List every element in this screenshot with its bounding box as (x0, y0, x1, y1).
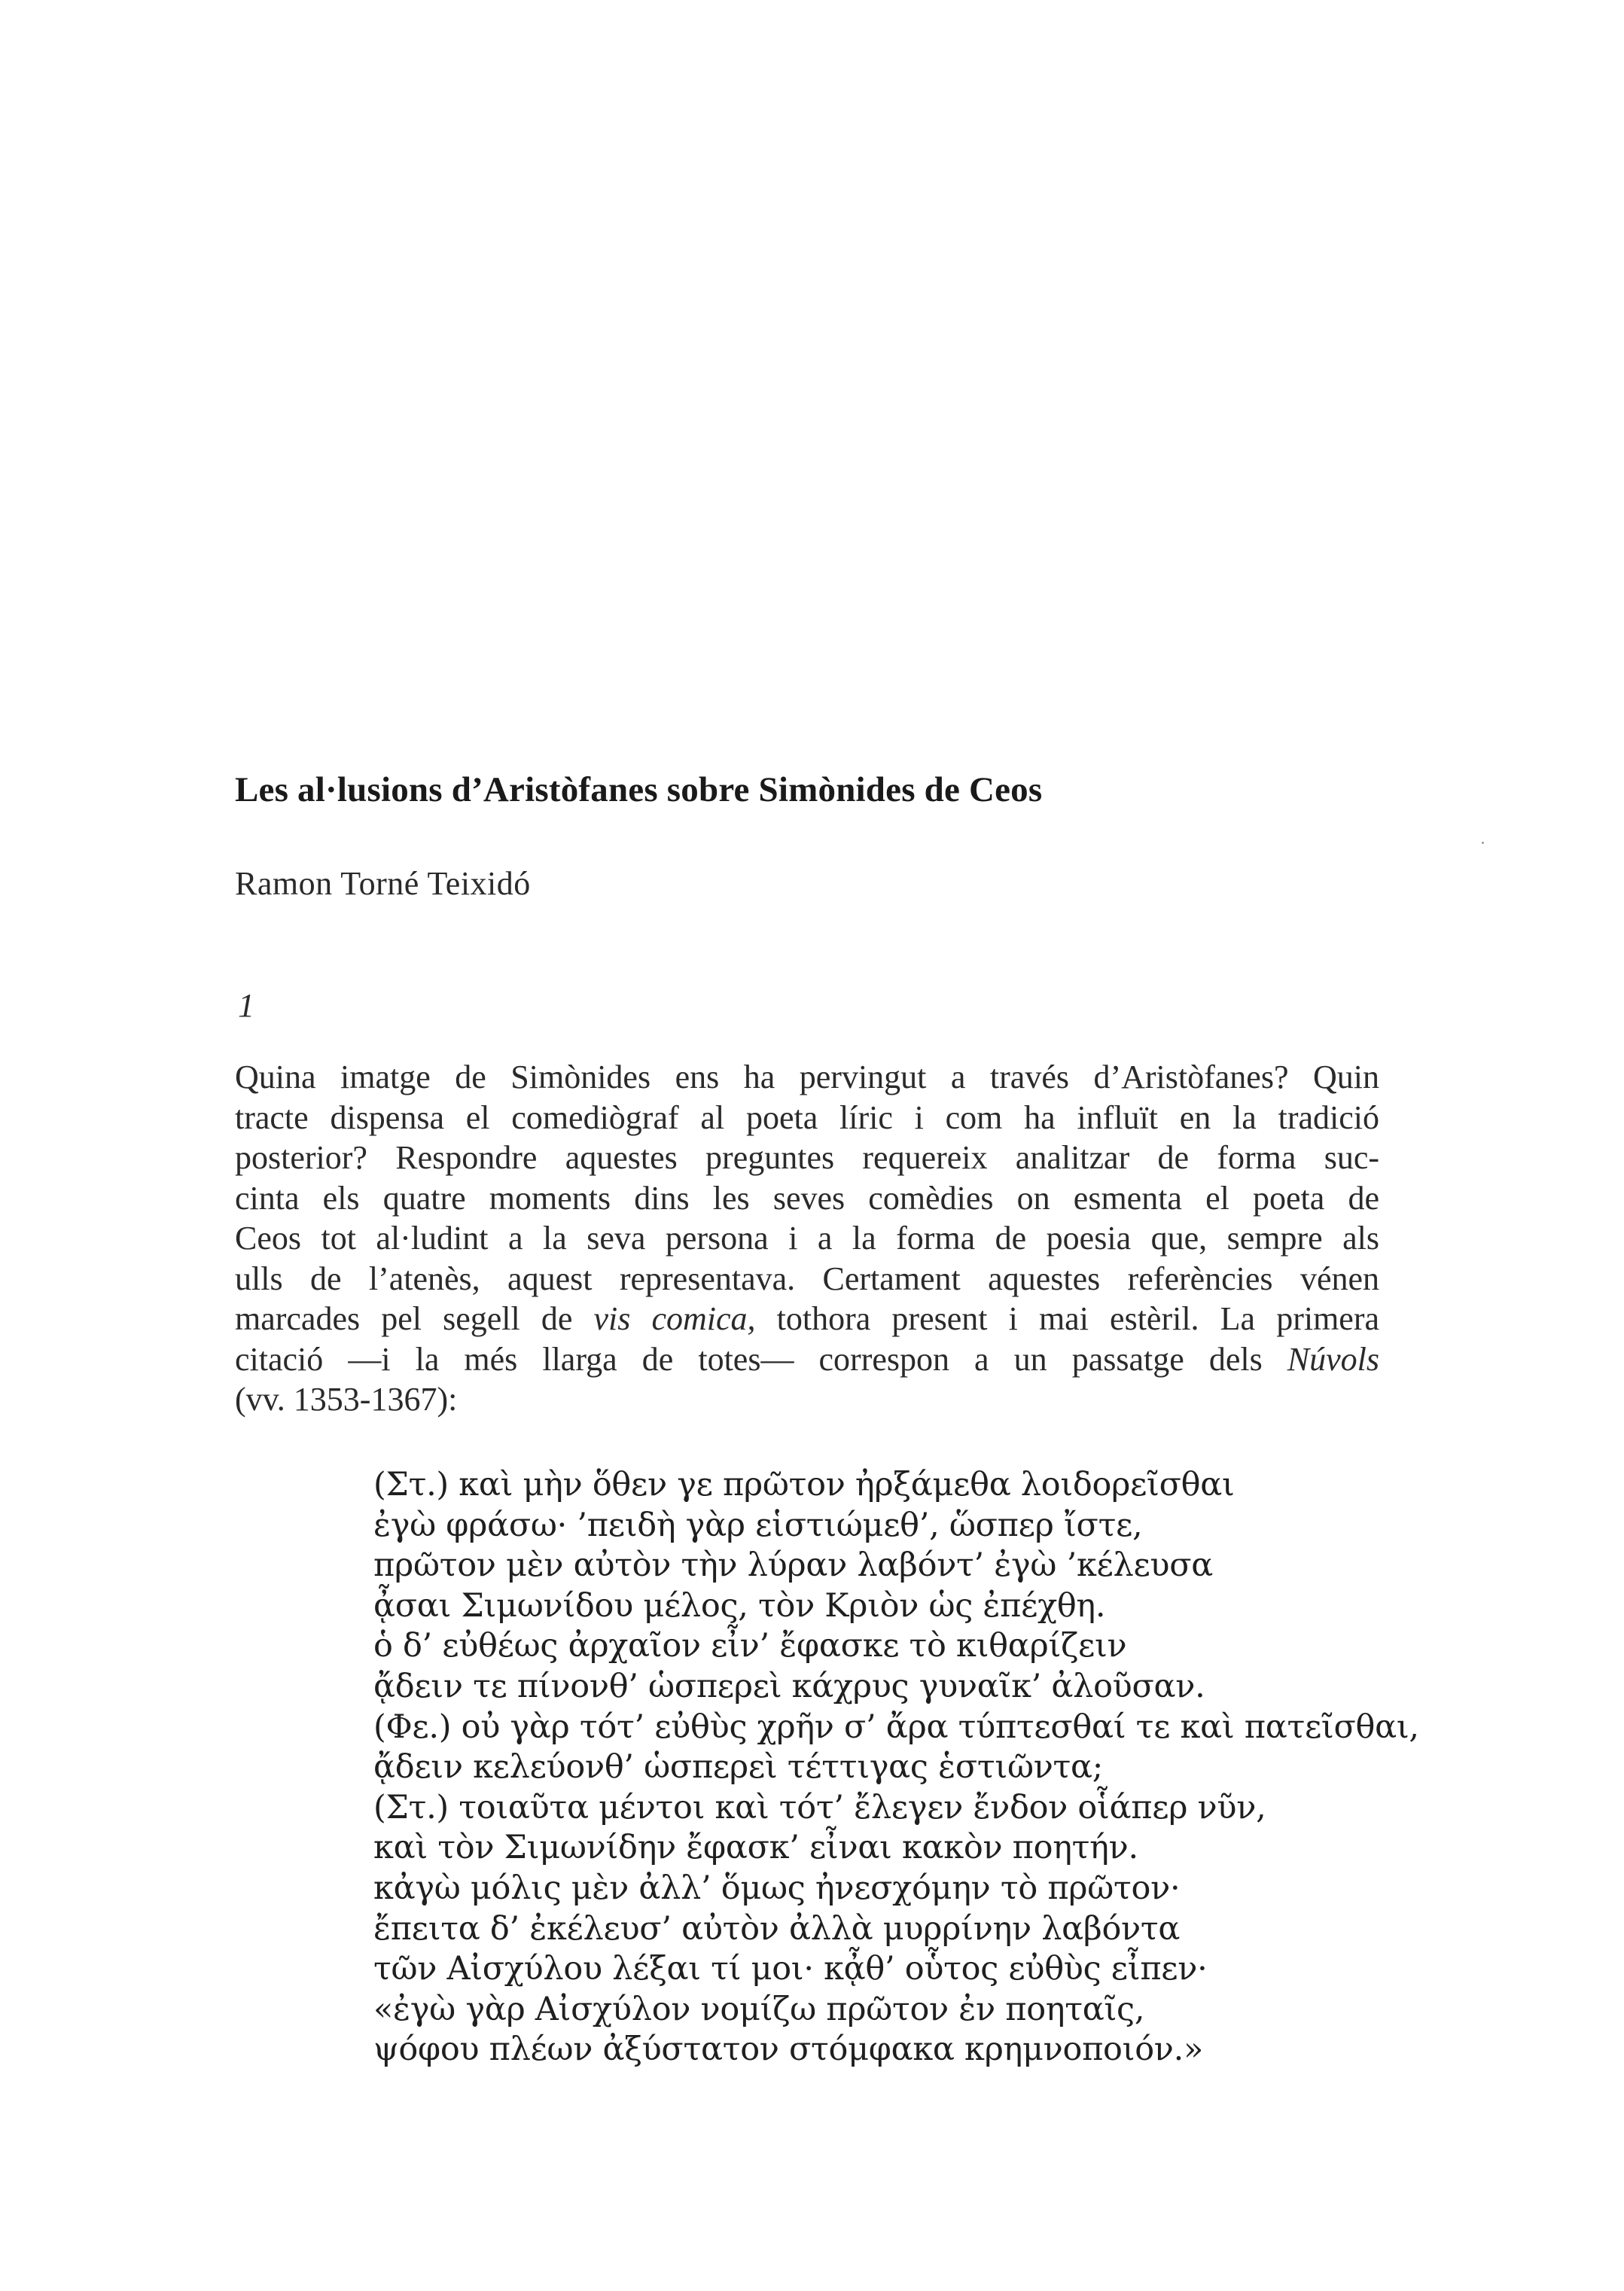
quote-line: (Στ.) τοιαῦτα μέντοι καὶ τότ’ ἔλεγεν ἔνδον οἷάπερ νῦν, (373, 1788, 1266, 1826)
body-line (235, 1339, 1379, 1380)
article-title: Les al·lusions d’Aristòfanes sobre Simònides de Ceos (235, 770, 1043, 809)
quote-line: «ἐγὼ γὰρ Αἰσχύλον νομίζω πρῶτον ἐν ποηταῖς, (373, 1990, 1145, 2028)
quote-line: (Στ.) καὶ μὴν ὅθεν γε πρῶτον ἠρξάμεθα λοιδορεῖσθαι (373, 1466, 1235, 1503)
author-name: Ramon Torné Teixidó (235, 865, 531, 902)
quote-line: (Φε.) οὐ γὰρ τότ’ εὐθὺς χρῆν σ’ ἄρα τύπτεσθαί τε καὶ πατεῖσθαι, (373, 1708, 1419, 1746)
quote-line: ἔπειτα δ’ ἐκέλευσ’ αὐτὸν ἀλλὰ μυρρίνην λαβόντα (373, 1909, 1181, 1948)
section-number: 1 (238, 987, 254, 1024)
quote-line: πρῶτον μὲν αὐτὸν τὴν λύραν λαβόντ’ ἐγὼ ’κέλευσα (373, 1546, 1214, 1585)
body-line: cinta els quatre moments dins les seves comèdies on esmenta el poeta de (235, 1179, 1379, 1217)
quote-line: καὶ τὸν Σιμωνίδην ἔφασκ’ εἶναι κακὸν ποητήν. (373, 1829, 1138, 1867)
quote-line: ἐγὼ φράσω· ’πειδὴ γὰρ εἱστιώμεθ’, ὥσπερ ἴστε, (373, 1506, 1143, 1544)
italic-work-title: Núvols (1287, 1340, 1379, 1378)
body-line: tracte dispensa el comediògraf al poeta líric i com ha influït en la tradició (235, 1098, 1379, 1136)
quote-line: ὁ δ’ εὐθέως ἀρχαῖον εἶν’ ἔφασκε τὸ κιθαρίζειν (373, 1627, 1127, 1665)
quote-line: ᾄδειν τε πίνονθ’ ὡσπερεὶ κάχρυς γυναῖκ’ ἀλοῦσαν. (373, 1667, 1205, 1705)
body-text-segment: marcades pel segell de (235, 1300, 594, 1337)
greek-quotation (373, 1465, 1419, 2070)
body-line: (vv. 1353-1367): (235, 1381, 458, 1418)
body-paragraph (235, 1057, 1379, 1420)
quote-line: ψόφου πλέων ἀξύστατον στόμφακα κρημνοποιόν.» (373, 2031, 1204, 2069)
quote-line: ᾆσαι Σιμωνίδου μέλος, τὸν Κριὸν ὡς ἐπέχθη. (373, 1586, 1106, 1625)
quote-line: ᾄδειν κελεύονθ’ ὡσπερεὶ τέττιγας ἑστιῶντα; (373, 1748, 1103, 1787)
quote-line: τῶν Αἰσχύλου λέξαι τί μοι· κᾆθ’ οὗτος εὐθὺς εἶπεν· (373, 1950, 1208, 1988)
scan-speck (1482, 842, 1484, 844)
body-line: posterior? Respondre aquestes preguntes requereix analitzar de forma suc- (235, 1139, 1379, 1176)
body-text-segment: tothora present i mai estèril. La primera (755, 1300, 1380, 1337)
body-line: Ceos tot al·ludint a la seva persona i a la forma de poesia que, sempre als (235, 1220, 1379, 1257)
body-line (235, 1299, 1379, 1339)
body-text-segment: citació —i la més llarga de totes— correspon a un passatge dels (235, 1340, 1287, 1378)
quote-line: κἀγὼ μόλις μὲν ἀλλ’ ὅμως ἠνεσχόμην τὸ πρῶτον· (373, 1869, 1181, 1907)
body-line: Quina imatge de Simònides ens ha pervingut a través d’Aristòfanes? Quin (235, 1059, 1379, 1095)
body-line: ulls de l’atenès, aquest representava. Certament aquestes referències vénen (235, 1260, 1379, 1297)
italic-term: vis comica, (593, 1300, 756, 1337)
